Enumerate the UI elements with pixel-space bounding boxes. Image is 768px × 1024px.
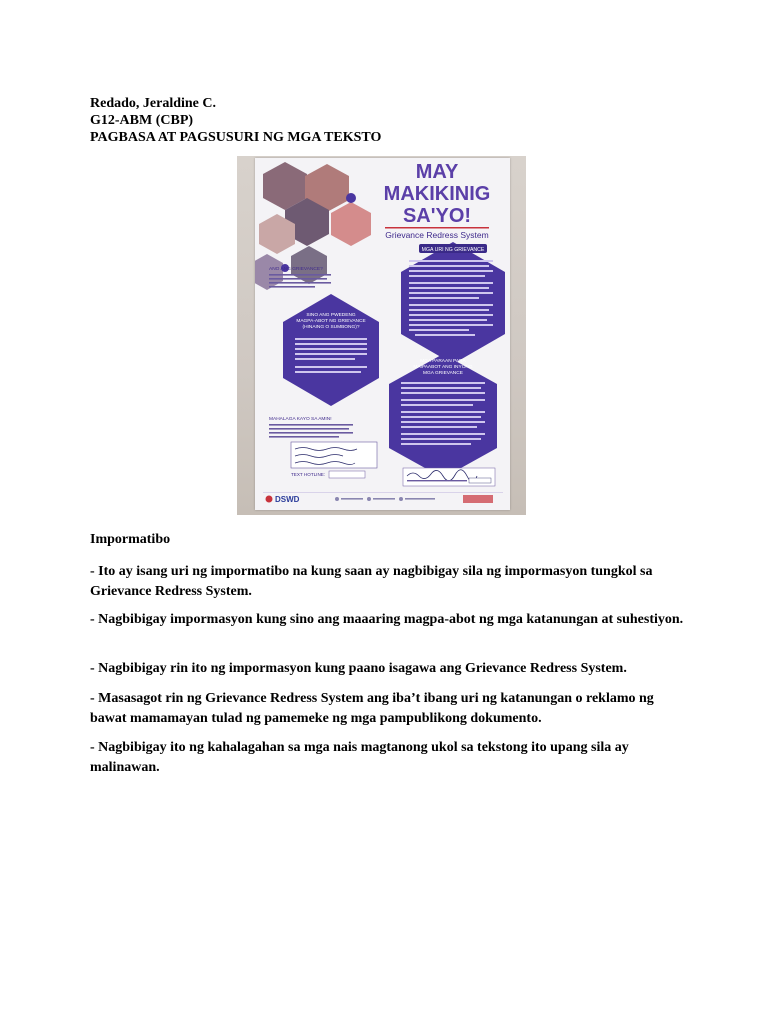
title-divider (385, 227, 489, 229)
paragraph: - Masasagot rin ng Grievance Redress System ang iba’t ibang uri ng katanungan o reklamo ng bawat mamamayan tulad ng pamemeke ng mga pampublikong dokumento. (90, 691, 654, 726)
poster-photo (237, 156, 526, 515)
hex-sino-heading-1: SINO ANG PWEDENG (306, 313, 356, 318)
paragraph: - Nagbibigay ito ng kahalagahan sa mga nais magtanong ukol sa tekstong ito upang sila ay malinawan. (90, 740, 629, 775)
class-section: G12-ABM (CBP) (90, 113, 194, 128)
paragraph: - Ito ay isang uri ng impormatibo na kung saan ay nagbibigay sila ng impormasyon tungkol sa Grievance Redress System. (90, 564, 653, 599)
hex-paraan-heading-2: MAIPAABOT ANG INYONG (413, 365, 473, 370)
hex-sino (283, 294, 379, 406)
poster-title-2: MAKIKINIG (383, 183, 491, 205)
hex-paraan-heading-1: MGA PARAAN PARA (420, 359, 466, 364)
ano-heading: ANO ANG GRIEVANCE? (269, 267, 323, 272)
paragraph: - Nagbibigay impormasyon kung sino ang maaaring magpa-abot ng mga katanungan at suhestiyon. (90, 612, 684, 627)
hex-sino-heading-3: (HINAING O SUMBONG)? (302, 325, 360, 330)
dswd-seal-icon (266, 496, 273, 503)
signature-box (403, 468, 495, 486)
hex-uri-heading: MGA URI NG GRIEVANCE (421, 247, 485, 253)
subject-title: PAGBASA AT PAGSUSURI NG MGA TEKSTO (90, 130, 382, 145)
poster-title-1: MAY (415, 161, 459, 183)
document-header (90, 95, 381, 146)
poster-title-3: SA'YO! (402, 205, 472, 227)
poster-subtitle: Grievance Redress System (385, 230, 489, 240)
paragraph: - Nagbibigay rin ito ng impormasyon kung paano isagawa ang Grievance Redress System. (90, 661, 627, 676)
section-title: Impormatibo (90, 532, 171, 547)
author-name: Redado, Jeraldine C. (90, 96, 216, 111)
dswd-logo: DSWD (275, 495, 300, 504)
hex-sino-heading-2: MAGPA-ABOT NG GRIEVANCE (296, 319, 366, 324)
grievance-poster (255, 158, 510, 510)
text-hotline: TEXT HOTLINE: (291, 472, 326, 477)
mahalaga-heading: MAHALAGA KAYO SA AMIN! (269, 417, 332, 422)
hex-mga-uri (401, 242, 505, 364)
handwritten-form-box (291, 442, 377, 468)
hex-mga-paraan (389, 354, 497, 478)
partner-logo (463, 495, 493, 503)
hex-paraan-heading-3: MGA GRIEVANCE (423, 371, 463, 376)
